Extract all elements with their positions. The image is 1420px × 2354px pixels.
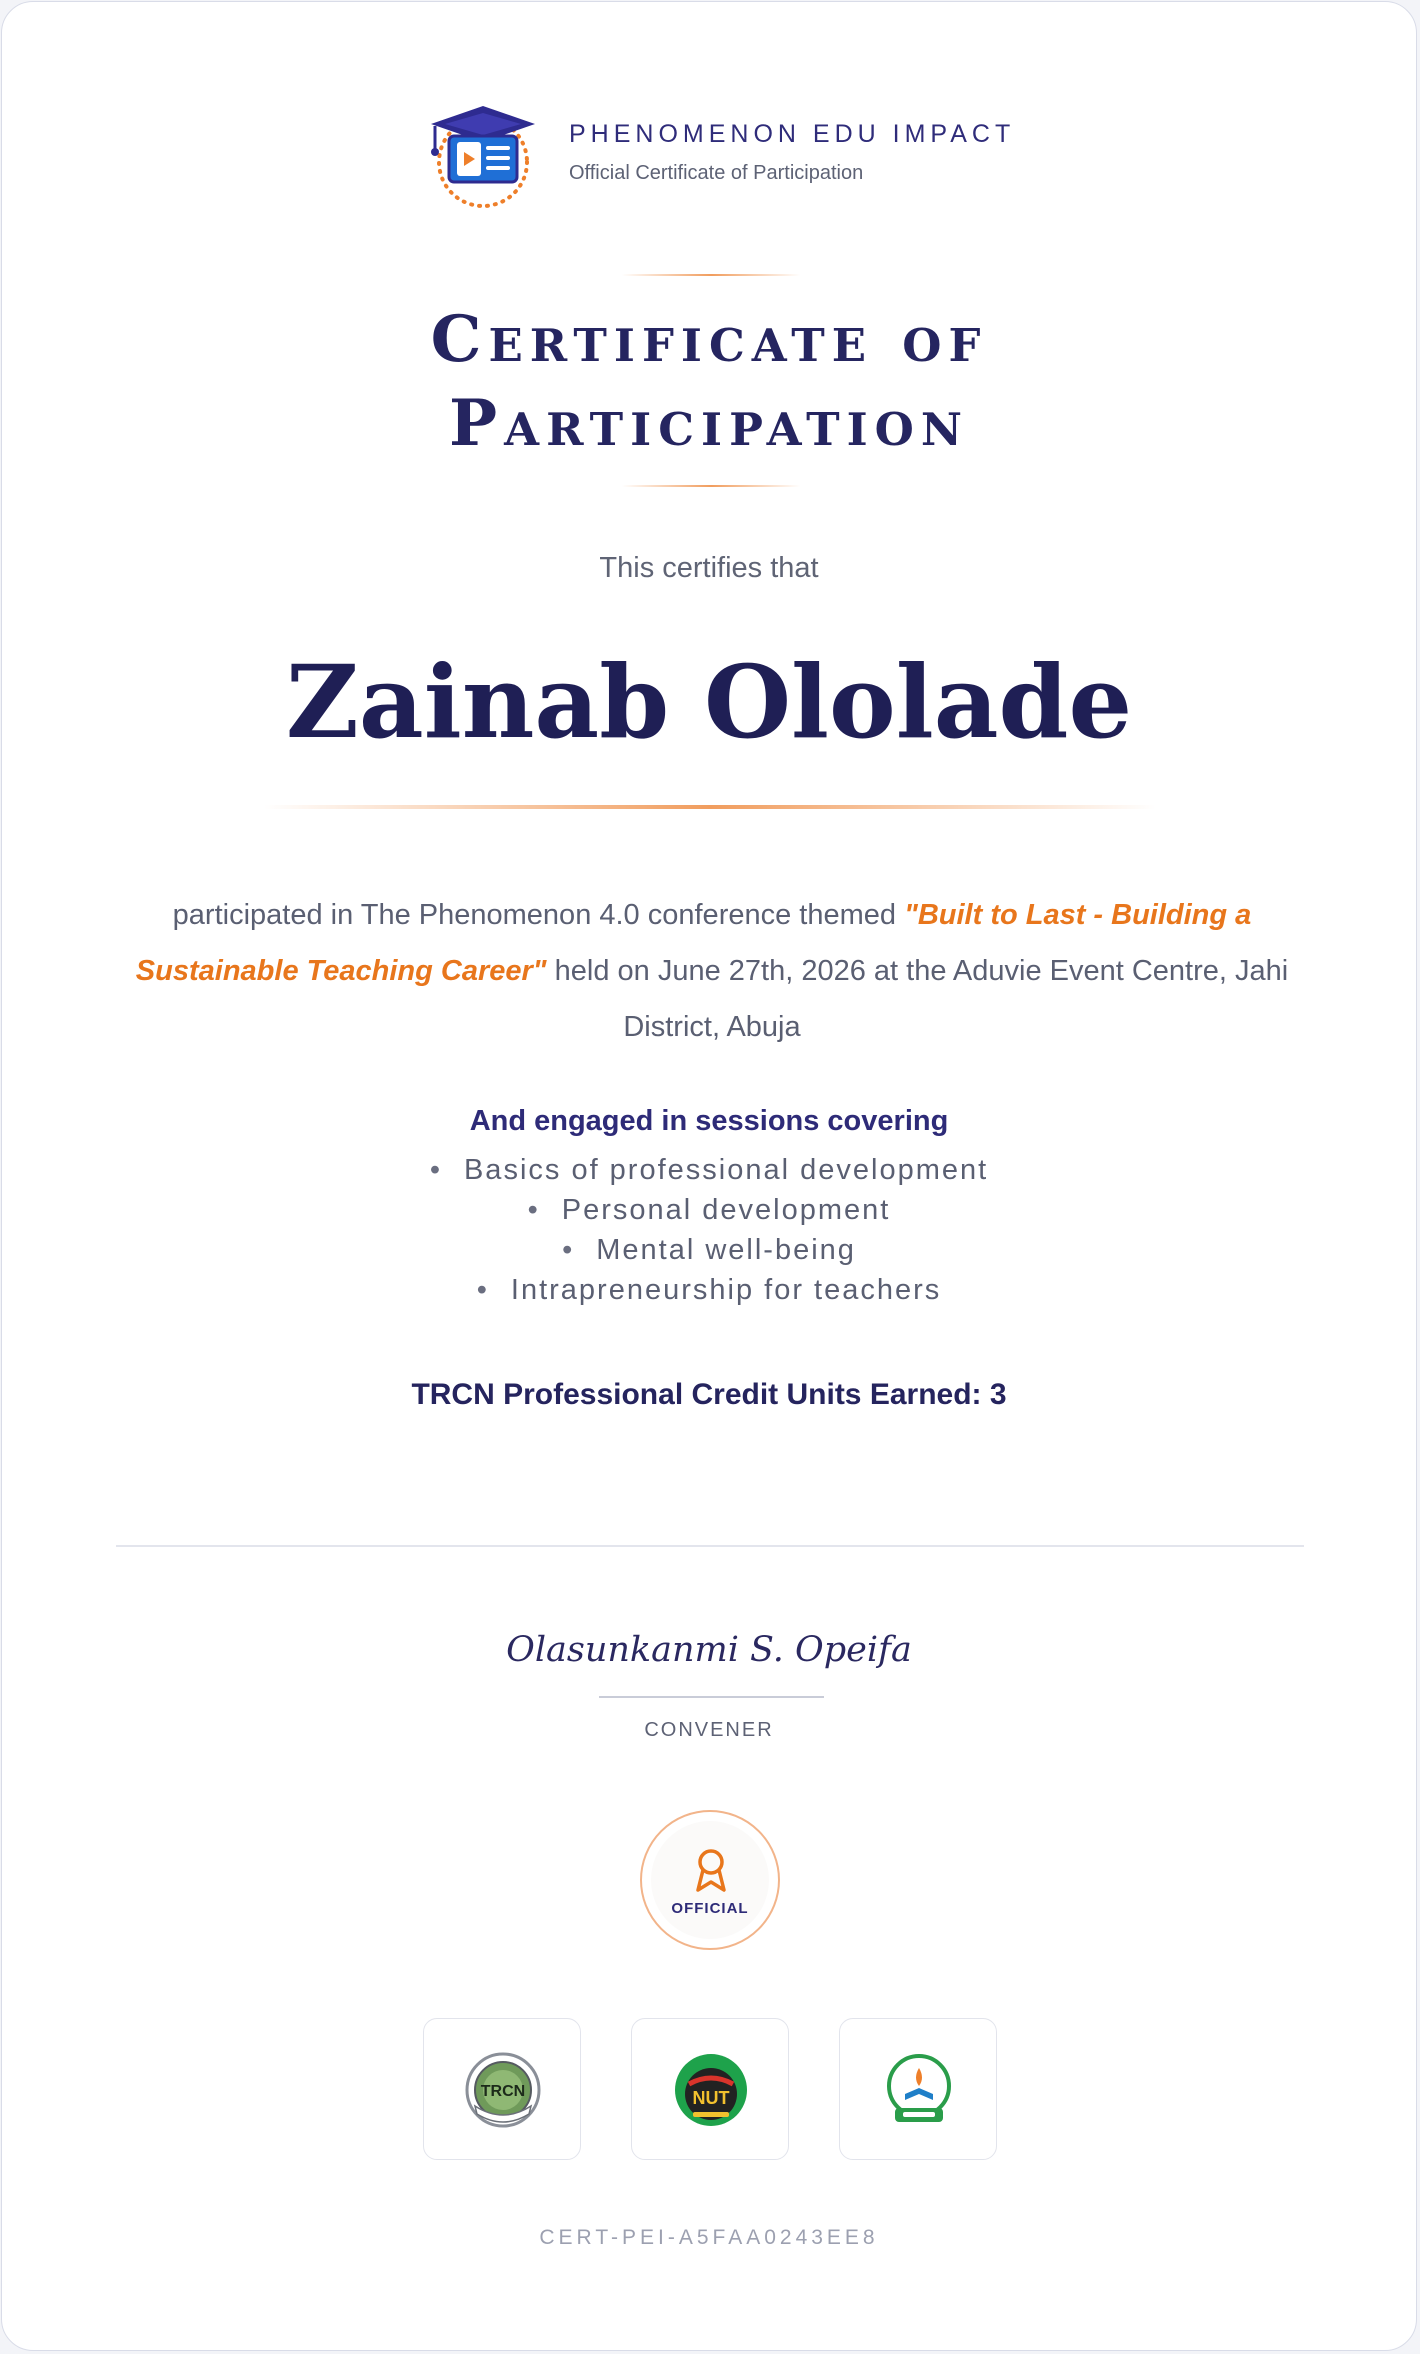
description-tail: held on June 27th, 2026 at the Aduvie Event Centre, Jahi District, Abuja	[546, 955, 1289, 1043]
ancopss-logo-icon	[879, 2050, 959, 2130]
recipient-underline	[264, 805, 1156, 809]
certifies-text: This certifies that	[599, 552, 819, 584]
session-item: • Personal development	[2, 1190, 1416, 1230]
certificate-id: CERT-PEI-A5FAA0243EE8	[539, 2226, 879, 2249]
participation-description	[132, 887, 1292, 1055]
session-item: • Intrapreneurship for teachers	[2, 1270, 1416, 1310]
trcn-logo-icon	[463, 2050, 543, 2130]
certificate-card	[1, 1, 1417, 2351]
brand-name: PHENOMENON EDU IMPACT	[569, 120, 1016, 148]
svg-text:TRCN: TRCN	[480, 2083, 526, 2100]
sessions-list	[2, 1150, 1416, 1310]
sessions-heading: And engaged in sessions covering	[469, 1105, 949, 1137]
svg-text:NUT: NUT	[692, 2088, 730, 2108]
certificate-title	[2, 298, 1416, 466]
graduation-cap-logo-icon	[427, 102, 539, 210]
recipient-name: Zainab Ololade	[285, 643, 1133, 761]
signatory-name: Olasunkanmi S. Opeifa	[506, 1630, 912, 1670]
brand-header	[427, 102, 1027, 212]
session-item: • Basics of professional development	[2, 1150, 1416, 1190]
conference-theme: "Built to Last - Building a Sustainable Teaching Career"	[135, 899, 1252, 987]
partner-card-trcn	[423, 2018, 581, 2160]
signature-line	[599, 1696, 824, 1698]
partner-card-ancopss	[839, 2018, 997, 2160]
signatory-role: CONVENER	[644, 1719, 774, 1741]
title-line-1: Certificate of	[430, 302, 988, 377]
official-seal	[640, 1810, 780, 1950]
brand-subtitle: Official Certificate of Participation	[569, 162, 864, 184]
nut-logo-icon	[671, 2050, 751, 2130]
award-ribbon-icon	[686, 1848, 736, 1894]
credit-units: TRCN Professional Credit Units Earned: 3	[411, 1378, 1007, 1411]
title-top-rule	[622, 274, 800, 276]
session-item: • Mental well-being	[2, 1230, 1416, 1270]
partner-card-nut	[631, 2018, 789, 2160]
description-lead: participated in The Phenomenon 4.0 conference themed	[172, 899, 905, 931]
title-bottom-rule	[622, 485, 800, 487]
title-line-2: Participation	[449, 386, 969, 461]
section-divider	[116, 1545, 1304, 1547]
seal-label: OFFICIAL	[671, 1900, 749, 1917]
